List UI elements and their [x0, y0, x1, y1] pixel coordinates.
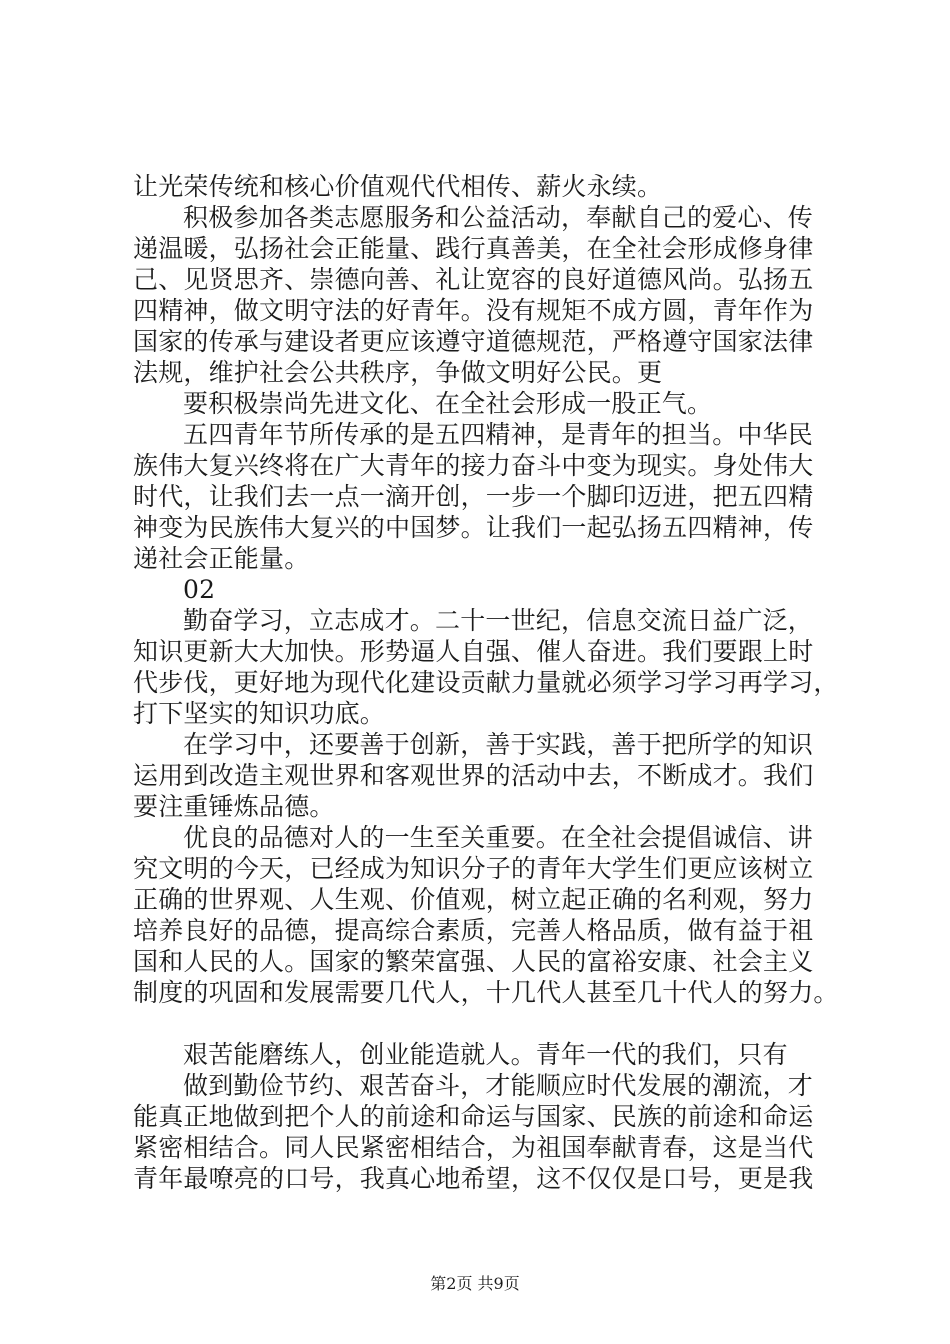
text-line: 运用到改造主观世界和客观世界的活动中去，不断成才。我们 [133, 761, 814, 790]
text-line: 培养良好的品德，提高综合素质，完善人格品质，做有益于祖 [133, 916, 814, 945]
text-line: 让光荣传统和核心价值观代代相传、薪火永续。 [133, 172, 663, 201]
text-line: 紧密相结合。同人民紧密相结合，为祖国奉献青春，这是当代 [133, 1133, 814, 1162]
paragraph-start: 要积极崇尚先进文化、在全社会形成一股正气。 [183, 389, 713, 418]
text-line: 族伟大复兴终将在广大青年的接力奋斗中变为现实。身处伟大 [133, 451, 814, 480]
text-line: 青年最嘹亮的口号，我真心地希望，这不仅仅是口号，更是我 [133, 1164, 814, 1193]
text-line: 制度的巩固和发展需要几代人，十几代人甚至几十代人的努力。 [133, 978, 839, 1007]
text-line: 知识更新大大加快。形势逼人自强、催人奋进。我们要跟上时 [133, 637, 814, 666]
text-line: 法规，维护社会公共秩序，争做文明好公民。更 [133, 358, 663, 387]
text-line: 能真正地做到把个人的前途和命运与国家、民族的前途和命运 [133, 1102, 814, 1131]
text-line: 递社会正能量。 [133, 544, 310, 573]
paragraph-start: 积极参加各类志愿服务和公益活动，奉献自己的爱心、传 [183, 203, 814, 232]
text-line: 神变为民族伟大复兴的中国梦。让我们一起弘扬五四精神，传 [133, 513, 814, 542]
page-number-footer: 第2页 共9页 [430, 1274, 520, 1293]
paragraph-start: 勤奋学习，立志成才。二十一世纪，信息交流日益广泛， [183, 606, 814, 635]
text-line: 国家的传承与建设者更应该遵守道德规范，严格遵守国家法律 [133, 327, 814, 356]
text-line: 时代，让我们去一点一滴开创，一步一个脚印迈进，把五四精 [133, 482, 814, 511]
text-line: 正确的世界观、人生观、价值观，树立起正确的名利观，努力 [133, 885, 814, 914]
text-line: 打下坚实的知识功底。 [133, 699, 386, 728]
document-body [133, 171, 839, 1194]
paragraph-start: 五四青年节所传承的是五四精神，是青年的担当。中华民 [183, 420, 814, 449]
section-number: 02 [183, 575, 216, 604]
blank-line [133, 1008, 833, 1039]
text-line: 究文明的今天，已经成为知识分子的青年大学生们更应该树立 [133, 854, 814, 883]
text-line: 要注重锤炼品德。 [133, 792, 335, 821]
paragraph-start: 优良的品德对人的一生至关重要。在全社会提倡诚信、讲 [183, 823, 814, 852]
text-line: 国和人民的人。国家的繁荣富强、人民的富裕安康、社会主义 [133, 947, 814, 976]
paragraph-start: 做到勤俭节约、艰苦奋斗，才能顺应时代发展的潮流，才 [183, 1071, 814, 1100]
text-line: 递温暖，弘扬社会正能量、践行真善美，在全社会形成修身律 [133, 234, 814, 263]
text-line: 己、见贤思齐、崇德向善、礼让宽容的良好道德风尚。弘扬五 [133, 265, 814, 294]
paragraph-start: 艰苦能磨练人，创业能造就人。青年一代的我们，只有 [183, 1040, 788, 1069]
text-line: 代步伐，更好地为现代化建设贡献力量就必须学习学习再学习， [133, 668, 839, 697]
text-line: 四精神，做文明守法的好青年。没有规矩不成方圆，青年作为 [133, 296, 814, 325]
paragraph-start: 在学习中，还要善于创新，善于实践，善于把所学的知识 [183, 730, 814, 759]
